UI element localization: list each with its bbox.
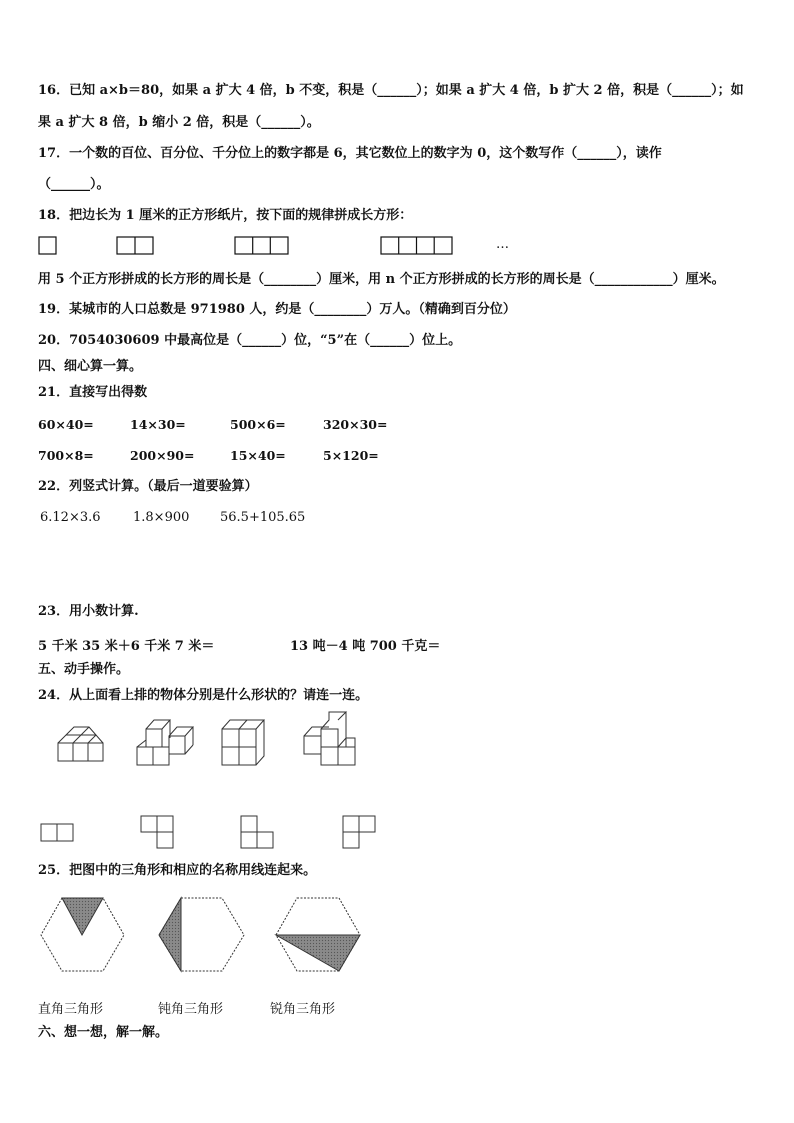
hexagon-1 [41, 898, 124, 971]
q16-line2: 果 a 扩大 8 倍，b 缩小 2 倍，积是（______）。 [38, 115, 320, 130]
q17-line2: （______）。 [38, 177, 110, 192]
section-5-heading: 五、动手操作。 [38, 662, 130, 677]
hexagon-2 [159, 898, 244, 971]
q17-line1: 17．一个数的百位、百分位、千分位上的数字都是 6，其它数位上的数字为 0，这个数写作（______），读作 [38, 146, 662, 161]
q24-title: 24．从上面看上排的物体分别是什么形状的？请连一连。 [38, 688, 369, 703]
calc-item: 14×30= [130, 417, 186, 432]
section-6-heading: 六、想一想，解一解。 [38, 1025, 169, 1040]
q23-item: 13 吨－4 吨 700 千克＝ [290, 639, 441, 654]
pattern-ellipsis: … [496, 237, 509, 252]
q18-line2: 用 5 个正方形拼成的长方形的周长是（________）厘米，用 n 个正方形拼成的长方形的周长是（____________）厘米。 [38, 272, 725, 287]
triangle-label-acute: 锐角三角形 [270, 1002, 336, 1017]
calc-item: 320×30= [323, 417, 388, 432]
calc-item: 15×40= [230, 448, 286, 463]
triangle-shaded-2 [159, 898, 181, 971]
q18-line1: 18．把边长为 1 厘米的正方形纸片，按下面的规律拼成长方形： [38, 208, 413, 223]
calc-item: 5×120= [323, 448, 379, 463]
q25-title: 25．把图中的三角形和相应的名称用线连起来。 [38, 863, 317, 878]
vertical-calc-item: 56.5+105.65 [220, 510, 306, 525]
calc-item: 500×6= [230, 417, 286, 432]
calc-item: 200×90= [130, 448, 195, 463]
triangle-label-right: 直角三角形 [38, 1002, 104, 1017]
triangle-shaded-3 [276, 935, 360, 971]
vertical-calc-item: 1.8×900 [133, 510, 190, 525]
q20-text: 20．7054030609 中最高位是（______）位，“5”在（______）位上。 [38, 333, 462, 348]
q23-item: 5 千米 35 米＋6 千米 7 米＝ [38, 639, 215, 654]
calc-item: 700×8= [38, 448, 94, 463]
q16-line1: 16．已知 a×b＝80，如果 a 扩大 4 倍，b 不变，积是（______）；如果 a 扩大 4 倍，b 扩大 2 倍，积是（______）；如 [38, 83, 744, 98]
vertical-calc-item: 6.12×3.6 [40, 510, 101, 525]
q22-title: 22．列竖式计算。（最后一道要验算） [38, 479, 258, 494]
triangle-label-obtuse: 钝角三角形 [158, 1002, 224, 1017]
q19-text: 19．某城市的人口总数是 971980 人，约是（________）万人。（精确到百分位） [38, 302, 516, 317]
q21-title: 21．直接写出得数 [38, 385, 148, 400]
q23-title: 23．用小数计算. [38, 604, 139, 619]
hexagon-3 [276, 898, 360, 971]
triangle-shaded-1 [62, 898, 103, 935]
section-4-heading: 四、细心算一算。 [38, 359, 143, 374]
calc-item: 60×40= [38, 417, 94, 432]
